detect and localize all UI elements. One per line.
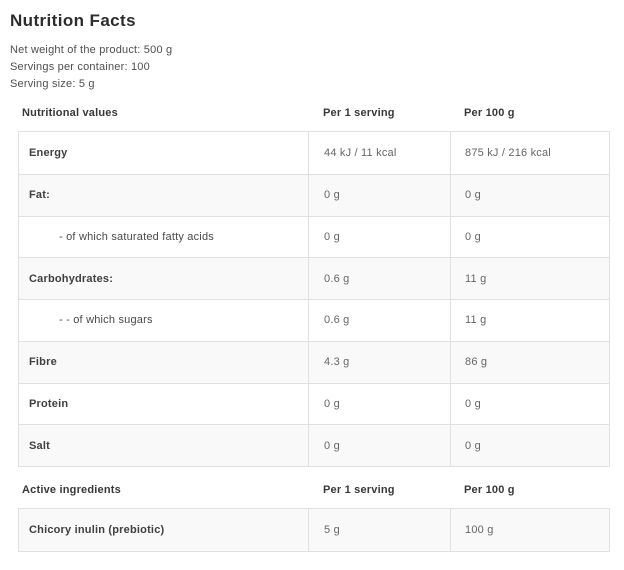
row-per-serving-value: 0.6 g	[308, 300, 450, 341]
row-label: Chicory inulin (prebiotic)	[29, 524, 165, 536]
header-nutritional-values: Nutritional values	[22, 107, 118, 119]
row-per-100g-value: 0 g	[450, 384, 609, 425]
table-row-chicory-inulin	[19, 509, 609, 551]
servings-per-container-line: Servings per container: 100	[10, 61, 150, 73]
row-per-100g-value: 100 g	[450, 509, 609, 551]
row-per-serving-value: 4.3 g	[308, 342, 450, 383]
table-row-fibre	[19, 341, 609, 383]
serving-size-line: Serving size: 5 g	[10, 78, 95, 90]
row-per-100g-value: 875 kJ / 216 kcal	[450, 132, 609, 174]
header-per-100g: Per 100 g	[464, 107, 515, 119]
active-ingredients-header	[18, 472, 610, 508]
header-active-ingredients: Active ingredients	[22, 484, 121, 496]
table-row-protein	[19, 383, 609, 425]
row-label: Fibre	[29, 356, 57, 369]
row-label: Carbohydrates:	[29, 272, 114, 285]
product-info	[10, 42, 624, 93]
row-per-serving-value: 0 g	[308, 217, 450, 258]
row-label: - - of which sugars	[59, 314, 153, 327]
row-per-serving-value: 44 kJ / 11 kcal	[308, 132, 450, 174]
row-label: Protein	[29, 397, 69, 410]
table-row-salt	[19, 424, 609, 466]
row-per-100g-value: 86 g	[450, 342, 609, 383]
row-per-100g-value: 0 g	[450, 217, 609, 258]
row-per-serving-value: 0 g	[308, 384, 450, 425]
row-per-100g-value: 11 g	[450, 258, 609, 299]
table-row-sugars	[19, 299, 609, 341]
page-title: Nutrition Facts	[10, 11, 136, 30]
row-per-serving-value: 0 g	[308, 425, 450, 466]
row-per-100g-value: 11 g	[450, 300, 609, 341]
row-label: Salt	[29, 439, 50, 452]
active-ingredients-table	[18, 508, 610, 552]
table-row-carbohydrates	[19, 257, 609, 299]
row-per-serving-value: 5 g	[308, 509, 450, 551]
net-weight-line: Net weight of the product: 500 g	[10, 44, 173, 56]
row-per-serving-value: 0 g	[308, 175, 450, 216]
nutrition-table	[18, 131, 610, 467]
row-label: - of which saturated fatty acids	[59, 230, 214, 243]
row-label: Energy	[29, 146, 68, 159]
row-per-100g-value: 0 g	[450, 175, 609, 216]
row-per-100g-value: 0 g	[450, 425, 609, 466]
row-per-serving-value: 0.6 g	[308, 258, 450, 299]
header-per-100g: Per 100 g	[464, 484, 515, 496]
header-per-serving: Per 1 serving	[323, 107, 395, 119]
nutrition-table-header	[18, 95, 610, 131]
table-row-energy	[19, 132, 609, 174]
table-row-saturated-fatty-acids	[19, 216, 609, 258]
table-row-fat	[19, 174, 609, 216]
header-per-serving: Per 1 serving	[323, 484, 395, 496]
row-label: Fat:	[29, 189, 50, 202]
